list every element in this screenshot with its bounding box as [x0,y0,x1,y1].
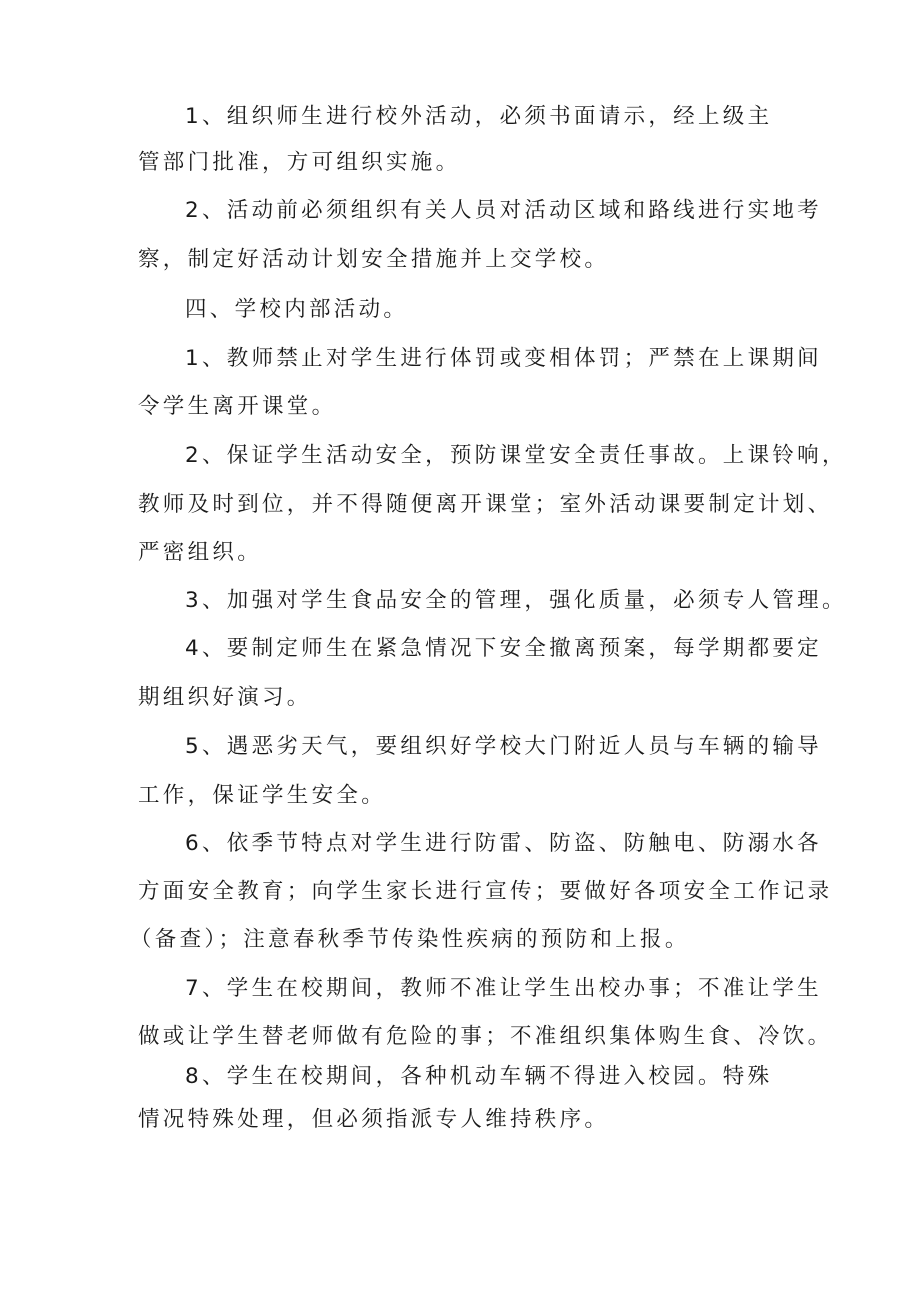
text-line: 严密组织。 [138,540,263,565]
text-line: 2、活动前必须组织有关人员对活动区域和路线进行实地考 [185,198,822,223]
text-line: 1、教师禁止对学生进行体罚或变相体罚；严禁在上课期间 [185,346,822,371]
text-line: 5、遇恶劣天气，要组织好学校大门附近人员与车辆的输导 [185,734,822,759]
text-line: 做或让学生替老师做有危险的事；不准组织集体购生食、冷饮。 [138,1024,833,1049]
text-line: 3、加强对学生食品安全的管理，强化质量，必须专人管理。 [185,588,847,613]
text-line: 情况特殊处理，但必须指派专人维持秩序。 [138,1107,610,1132]
text-line: 8、学生在校期间，各种机动车辆不得进入校园。特殊 [185,1064,773,1089]
text-line: 方面安全教育；向学生家长进行宣传；要做好各项安全工作记录 [138,879,833,904]
section-heading: 四、学校内部活动。 [185,297,409,322]
text-line: 管部门批准，方可组织实施。 [138,150,461,175]
text-line: 工作，保证学生安全。 [138,783,387,808]
text-line: 4、要制定师生在紧急情况下安全撤离预案，每学期都要定 [185,636,822,661]
text-line: 教师及时到位，并不得随便离开课堂；室外活动课要制定计划、 [138,492,833,517]
text-line: （备查）；注意春秋季节传染性疾病的预防和上报。 [130,927,690,952]
text-line: 察，制定好活动计划安全措施并上交学校。 [138,247,610,272]
text-line: 令学生离开课堂。 [138,394,337,419]
text-line: 6、依季节特点对学生进行防雷、防盗、防触电、防溺水各 [185,831,822,856]
text-line: 1、组织师生进行校外活动，必须书面请示，经上级主 [185,104,773,129]
text-line: 2、保证学生活动安全，预防课堂安全责任事故。上课铃响， [185,443,847,468]
text-line: 期组织好演习。 [138,685,312,710]
text-line: 7、学生在校期间，教师不准让学生出校办事；不准让学生 [185,976,822,1001]
